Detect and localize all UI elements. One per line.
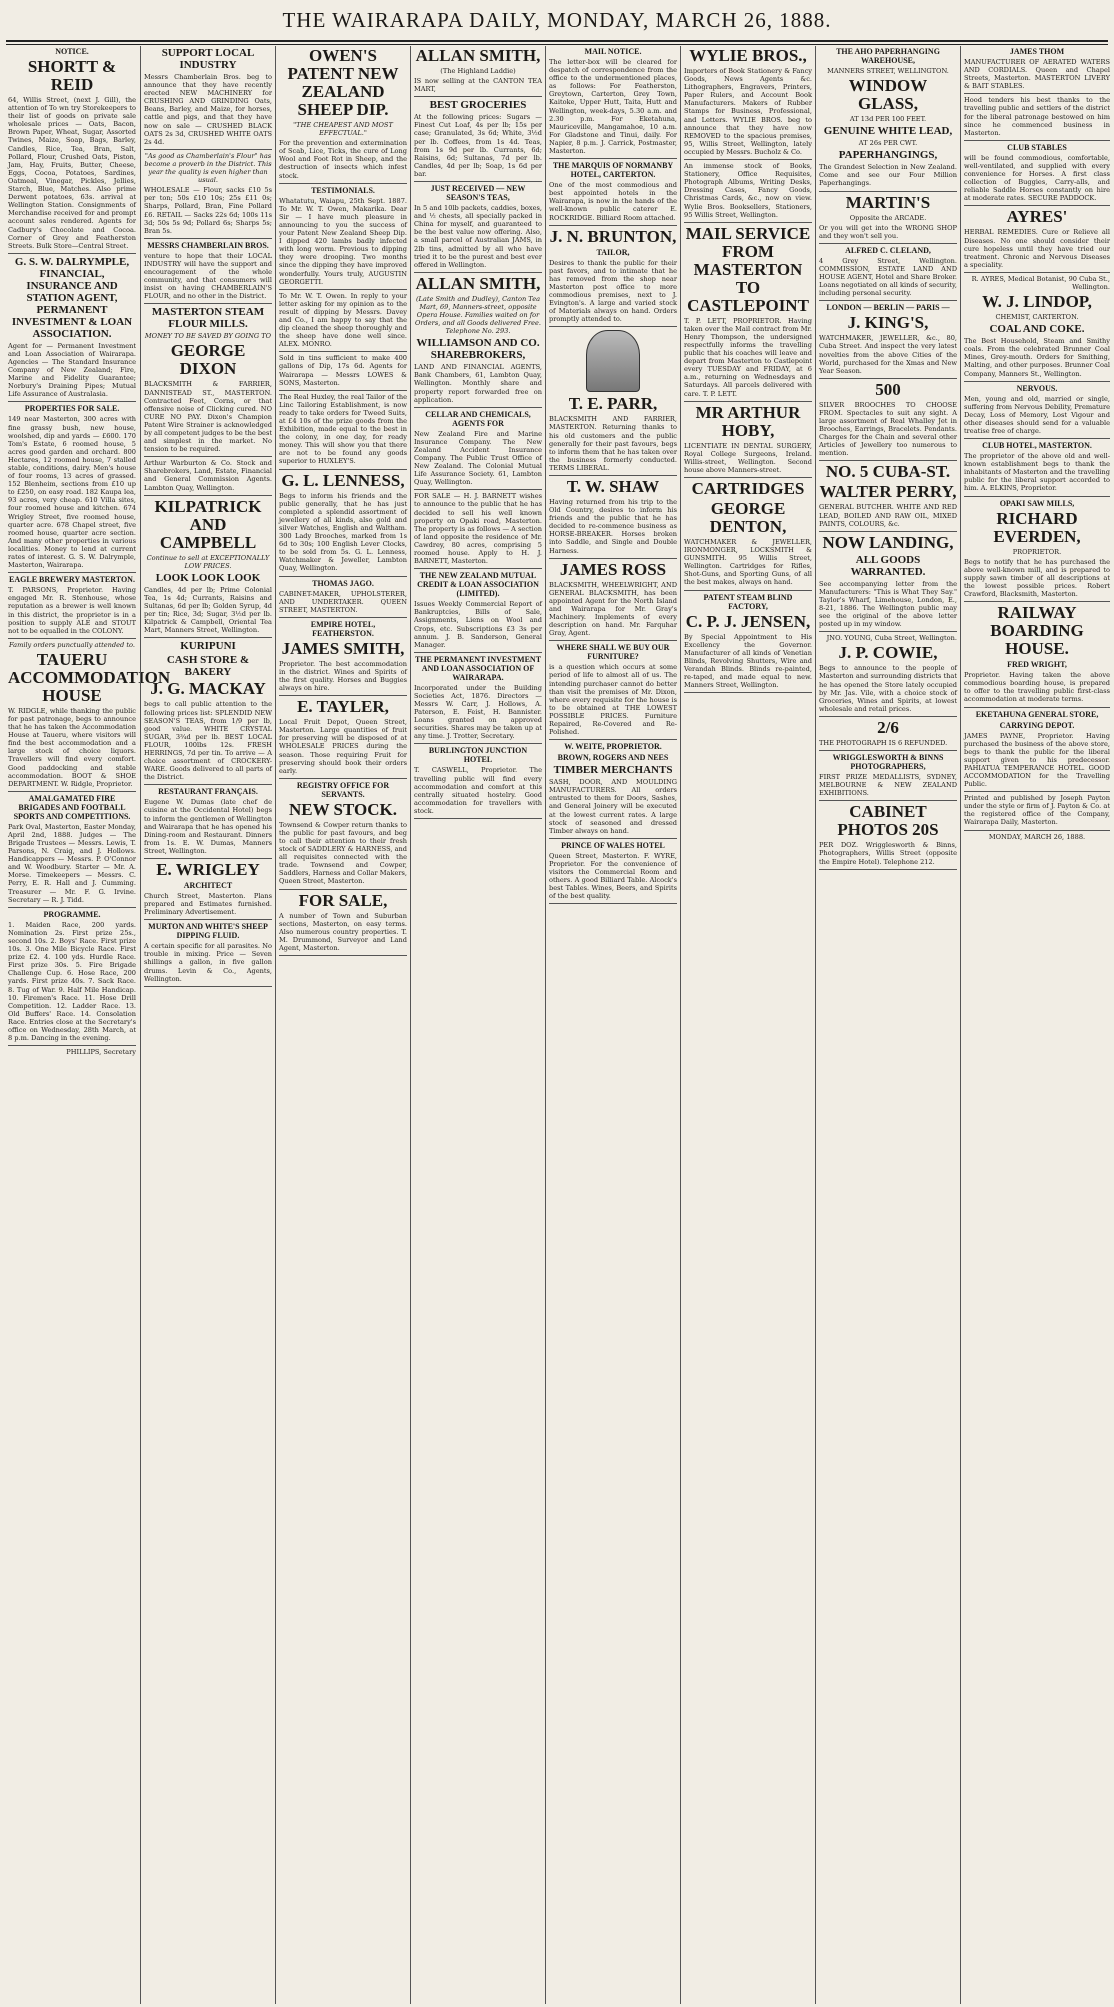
ad-heading: THOMAS JAGO. (312, 578, 374, 588)
column-6 (680, 46, 812, 2004)
ad-text: AT 26s PER CWT. (858, 139, 918, 148)
ad-heading: NOW LANDING, (822, 532, 954, 552)
ad-heading: CARRYING DEPOT. (999, 720, 1075, 730)
ad-text: AT 13d PER 100 FEET. (849, 115, 927, 124)
ad-text: BLACKSMITH AND FARRIER, MASTERTON. Returning thanks to his old customers and the public generally for their past favours, begs to inform them that he has taken over the business formerly conducted. TERMS LIBERAL. (549, 415, 677, 476)
ad-heading: TAILOR, (596, 247, 630, 257)
ad-text: The Grandest Selection in New Zealand. Come and see our Four Million Paperhangings. (819, 163, 957, 191)
ad-heading: MAIL NOTICE. (584, 47, 642, 56)
ad-text: Family orders punctually attended to. (9, 640, 135, 649)
ad-text: An immense stock of Books, Stationery, Office Requisites, Photograph Albums, Writing Desks, Dressing Cases, Fancy Goods, Christmas Cards, &c., now on view. Wylie Bros. Booksellers, Stationers, 95 Willis Street, Wellington. (684, 162, 812, 223)
ad-text: The proprietor of the above old and well-known establishment begs to thank the inhabitants of Masterton and the travelling public for the liberal support accorded to him. A. ELKINS, Proprietor. (964, 452, 1110, 496)
ad-heading: MARTIN'S (845, 192, 931, 212)
ad-heading: MESSRS CHAMBERLAIN BROS. (147, 240, 269, 250)
ad-heading: J. KING'S, (847, 313, 929, 333)
masthead (0, 0, 1114, 40)
ad-heading: PROPERTIES FOR SALE. (24, 404, 120, 414)
ad-text: Men, young and old, married or single, suffering from Nervous Debility, Premature Decay, Loss of Memory, Lost Vigour and other diseases should send for a valuable treatise free of charge. (964, 395, 1110, 439)
ad-heading: T. W. SHAW (566, 477, 660, 496)
ad-text: FOR SALE — H. J. BARNETT wishes to announce to the public that he has decided to sell his well known property on Opaki road, Masterton. The property is as follows — A section of land opposite the residence of Mr. Cawdrey, 80 acres, comprising 5 roomed house. Apply to H. J. BARNETT, Masterton. (414, 492, 542, 569)
ad-heading: NOTICE. (55, 47, 89, 56)
ad-text: venture to hope that their LOCAL INDUSTRY will have the support and encouragement of the whole community, and that consumers will insist on having CHAMBERLAIN'S FLOUR, and no other in the District. (144, 252, 272, 305)
ad-heading: J. N. BRUNTON, (549, 226, 677, 246)
ad-text: PER DOZ. Wrigglesworth & Binns, Photographers, Willis Street (opposite the Empire Hotel). Telephone 212. (819, 841, 957, 869)
ad-heading: ALLAN SMITH, (415, 46, 541, 65)
engraving-illustration (586, 330, 640, 392)
ad-text: Begs to inform his friends and the public generally, that he has just completed a splendid assortment of jewellery of all kinds, also gold and silver Watches, English and Waltham. 300 Lady Brooches, marked from 1s 6d to 30s; 100 English Lever Clocks, to be sold from 5s. G. L. Lenness, Watchmaker & Jeweller, Lambton Quay, Wellington. (279, 492, 407, 577)
ad-text: FIRST PRIZE MEDALLISTS, SYDNEY, MELBOURNE & NEW ZEALAND EXHIBITIONS. (819, 773, 957, 801)
ad-heading: BURLINGTON JUNCTION HOTEL (428, 746, 528, 765)
ad-text: W. RIDGLE, while thanking the public for past patronage, begs to announce that he has taken the Accommodation House at Taueru, where visitors will find the best accommodation and a large stock of choice liquors. Travellers will find every comfort. Good paddocking and stable accommodation. BOOT & SHOE DEPARTMENT. W. Ridgle, Proprietor. (8, 707, 136, 792)
ad-heading: ALLAN SMITH, (415, 273, 541, 293)
ad-heading: CELLAR AND CHEMICALS, AGENTS FOR (425, 409, 531, 428)
ad-heading: BEST GROCERIES (429, 99, 527, 112)
ad-heading: JAMES SMITH, (281, 638, 405, 658)
ad-heading: EAGLE BREWERY MASTERTON. (9, 575, 135, 585)
ad-text: MONEY TO BE SAVED BY GOING TO (144, 332, 272, 341)
ad-heading: THE MARQUIS OF NORMANBY HOTEL, CARTERTON. (552, 161, 674, 180)
ad-heading: FOR SALE, (298, 890, 388, 910)
ad-heading: ALFRED C. CLELAND, (845, 245, 931, 255)
ad-text: CABINET-MAKER, UPHOLSTERER, AND UNDERTAKER. QUEEN STREET, MASTERTON. (279, 590, 407, 618)
ad-text: Agent for — Permanent Investment and Loan Association of Wairarapa. Agencies — The Standard Insurance Company of New Zealand; Fire, Marine and Fidelity Guarantee; Norbury's Draining Pipes; Mutual Life Assurance of Australasia. (8, 342, 136, 403)
ad-heading: W. J. LINDOP, (982, 292, 1092, 312)
ad-heading: JUST RECEIVED — NEW SEASON'S TEAS, (430, 184, 526, 203)
ad-text: is a question which occurs at some period of life to almost all of us. The intending purchaser cannot do better than visit the premises of Mr. Dixon, where every requisite for the house is to be obtained at THE LOWEST POSSIBLE PRICES. Furniture Repaired, Re-Covered and Re-Polished. (549, 663, 677, 740)
ad-text: IS now selling at the CANTON TEA MART, (414, 77, 542, 97)
ad-text: JNO. YOUNG, Cuba Street, Wellington. (826, 634, 957, 643)
ad-heading: TESTIMONIALS. (311, 185, 375, 195)
ad-heading: CARTRIDGES (691, 479, 805, 498)
ad-text: PROPRIETOR. (1012, 547, 1062, 556)
ad-heading: BROWN, ROGERS AND NEES (557, 753, 669, 763)
ad-heading: MR ARTHUR HOBY, (695, 402, 801, 440)
ad-text: For the prevention and extermination of Scab, Lice, Ticks, the cure of Long Wool and Foot Rot in Sheep, and the destruction of insects which infest stock. (279, 139, 407, 183)
ad-text: THE PHOTOGRAPH IS 6 REFUNDED. (819, 739, 957, 751)
ad-heading: GEORGE DIXON (170, 341, 246, 379)
ad-text: R. AYRES, Medical Botanist, 90 Cuba St., Wellington. (971, 274, 1110, 291)
ad-heading: WHERE SHALL WE BUY OUR FURNITURE? (556, 643, 670, 662)
ad-heading: WYLIE BROS., (689, 46, 807, 65)
ad-heading: LOOK LOOK LOOK (155, 571, 261, 584)
ad-heading: TIMBER MERCHANTS (553, 764, 673, 777)
ad-text: PHILLIPS, Secretary (66, 1048, 136, 1057)
ad-text: One of the most commodious and best appointed hotels in the Wairarapa, is now in the hands of the well-known public caterer E. ROCKRIDGE. Billiard Room attached. (549, 181, 677, 225)
ad-heading: RAILWAY BOARDING HOUSE. (990, 603, 1084, 659)
ad-text: LICENTIATE IN DENTAL SURGERY, Royal College Surgeons, Ireland. Willis-street, Wellington. Second house above Manners-street. (684, 442, 812, 478)
ad-heading: AMALGAMATED FIRE BRIGADES AND FOOTBALL SPORTS AND COMPETITIONS. (13, 793, 131, 821)
ad-heading: SHORTT & REID (27, 57, 117, 94)
ad-heading: WINDOW GLASS, (848, 76, 928, 114)
ad-heading: ALL GOODS WARRANTED. (850, 553, 926, 578)
ad-text: Hood tenders his best thanks to the travelling public and settlers of the district for the liberal patronage bestowed on him since he commenced business in Masterton. (964, 96, 1110, 140)
ad-text: MANNERS STREET, WELLINGTON. (827, 67, 949, 75)
ad-text: Opposite the ARCADE. (849, 213, 927, 222)
ad-heading: RESTAURANT FRANÇAIS. (158, 787, 258, 797)
ad-heading: C. P. J. JENSEN, (685, 611, 811, 631)
ad-text: T. CASWELL, Proprietor. The travelling public will find every accommodation and comfort at this centrally situated hostelry. Good accommodation for travellers with stock. (414, 766, 542, 819)
ad-heading: EMPIRE HOTEL, FEATHERSTON. (310, 619, 376, 638)
ad-text: Incorporated under the Building Societies Act, 1876. Directors — Messrs W. Carr, J. Hollows, A. Paterson, E. Feist, H. Bannister. Loans granted on approved securities. Shares may be taken up at any time. J. Trotter, Secretary. (414, 684, 542, 745)
ad-text: LAND AND FINANCIAL AGENTS, Bank Chambers, 61, Lambton Quay, Wellington. Monthly share and property report forwarded free on application. (414, 363, 542, 407)
ad-heading: RICHARD EVERDEN, (993, 508, 1081, 546)
column-7 (815, 46, 957, 2004)
column-5 (545, 46, 677, 2004)
ad-heading: THE AHO PAPERHANGING WAREHOUSE, (836, 47, 940, 65)
ad-text: Importers of Book Stationery & Fancy Goods, News Agents &c. Lithographers, Engravers, Printers, Paper Rulers, and Account Book Manufacturers. Makers of Rubber Stamps for Business, Professional, and Letters. WYLIE BROS. beg to announce that they have now REMOVED to the spacious premises, 95, Willis Street, Wellington, lately occupied by Messrs. Bucholz & Co. (684, 67, 812, 160)
ad-heading: REGISTRY OFFICE FOR SERVANTS. (296, 780, 390, 799)
ad-heading: NERVOUS. (1016, 383, 1058, 393)
ad-heading: CASH STORE & BAKERY (166, 654, 250, 679)
ad-heading: THE NEW ZEALAND MUTUAL CREDIT & LOAN ASSOCIATION (LIMITED). (417, 571, 539, 599)
ad-text: A number of Town and Suburban sections, Masterton, on easy terms. Also numerous country properties. T. M. Drummond, Surveyor and Land Agent, Masterton. (279, 912, 407, 956)
ad-text: Printed and published by Joseph Payton under the style or firm of J. Payton & Co. at the registered office of the Company, Wairarapa Daily, Masterton. (964, 794, 1110, 830)
ad-text: Queen Street, Masterton. F. WYRE, Proprietor. For the convenience of visitors the Commercial Room and others. A good Billiard Table. Alcock's best Tables. Wines, Beers, and Spirits of the best quality. (549, 852, 677, 905)
ad-text: A certain specific for all parasites. No trouble in mixing. Price — Seven shillings a gallon, in five gallon drums. Levin & Co., Agents, Wellington. (144, 942, 272, 986)
ad-text: Church Street, Masterton. Plans prepared and Estimates furnished. Preliminary Advertisement. (144, 892, 272, 920)
ad-text: BLACKSMITH, WHEELWRIGHT, AND GENERAL BLACKSMITH, has been appointed Agent for the North Island and Wairarapa for Mr. Gray's Machinery. Implements of every description on hand. Mr. Farquhar Gray, Agent. (549, 581, 677, 642)
column-4 (410, 46, 542, 2004)
ad-heading: T. E. PARR, (568, 394, 658, 414)
ad-text: SASH, DOOR, AND MOULDING MANUFACTURERS. All orders entrusted to them for Doors, Sashes, and General Joinery will be executed at the lowest current rates. A large stock of seasoned and dressed Timber always on hand. (549, 778, 677, 839)
ad-heading: MAIL SERVICE FROM MASTERTON TO CASTLEPOINT (685, 223, 811, 315)
ad-text: Candles, 4d per lb; Prime Colonial Tea, 1s 4d; Currants, Raisins and Sultanas, 6d per lb; Golden Syrup, 4d per tin; Rice, 3d; Sugar, 3½d per lb. Kilpatrick & Campbell, Oriental Tea Mart, Manners Street, Wellington. (144, 586, 272, 639)
ad-text: The letter-box will be cleared for despatch of correspondence from the office to the undermentioned places, as follows: For Featherston, Greytown, Carterton, Grey Town, Kaitoke, Upper Hutt, Taita, Hutt and Wellington, week-days, 5.30 a.m. and 2.30 p.m. For Eketahuna, Mauriceville, Mangamahoe, 10 a.m. For Gladstone and Tinui, daily. For Napier, 8 p.m. J. Carrick, Postmaster, Masterton. (549, 58, 677, 159)
ad-heading: PRINCE OF WALES HOTEL (561, 840, 665, 850)
ad-heading: 2/6 (877, 717, 899, 737)
ad-heading: ARCHITECT (183, 881, 233, 890)
ad-heading: NO. 5 CUBA-ST. (825, 462, 951, 482)
ad-heading: AYRES' (1006, 207, 1068, 227)
ad-text: Desires to thank the public for their past favors, and to intimate that he has removed from the shop near Masterton post office to more commodious premises, next to J. Evington's. A large and varied stock of Materials always on hand. Orders promptly attended to. (549, 259, 677, 328)
ad-heading: G. S. W. DALRYMPLE, FINANCIAL, INSURANCE AND STATION AGENT, PERMANENT INVESTMENT & LOAN ASSOCIATION. (11, 255, 133, 340)
ad-heading: LONDON — BERLIN — PARIS — (826, 303, 950, 313)
ad-text: Messrs Chamberlain Bros. beg to announce that they have recently erected NEW MACHINERY for CRUSHING AND GRINDING Oats, Beans, Barley, and Maize, for horses, cattle and pigs, and that they have now on sale — CRUSHED BLACK OATS 2s 3d, CRUSHED WHITE OATS 2s 4d. (144, 73, 272, 150)
ad-text: T. P. LETT, PROPRIETOR. Having taken over the Mail contract from Mr. Henry Thompson, the undersigned respectfully informs the travelling public that his coaches will leave and depart from Masterton to Castlepoint every TUESDAY and FRIDAY, at 6 a.m., returning on Wednesdays and Saturdays. All parcels delivered with care. T. P. LETT. (684, 317, 812, 402)
ad-text: (The Highland Laddie) (440, 67, 516, 75)
ad-text: Issues Weekly Commercial Report of Bankruptcies, Bills of Sale, Assignments, Liens on Wool and Crops, etc. Subscriptions £3 3s per annum. J. B. Sanderson, General Manager. (414, 600, 542, 653)
ad-text: Having returned from his trip to the Old Country, desires to inform his friends and the public that he has decided to re-commence business as HORSE-BREAKER. Horses broken into Saddle, and Single and Double Harness. (549, 498, 677, 559)
ad-heading: GEORGE DENTON, (709, 499, 787, 536)
ad-heading: NEW STOCK. (288, 799, 398, 819)
ad-text: begs to call public attention to the following prices list: SPLENDID NEW SEASON'S TEAS, from 1/9 per lb, good value. WHITE CRYSTAL SUGAR, 3¾d per lb. BEST LOCAL FLOUR, 100lbs 12s. FRESH HERRINGS, 7d per tin. To arrive — A choice assortment of CROCKERY-WARE. Goods delivered to all parts of the District. (144, 700, 272, 785)
ad-heading: TAUERU ACCOMMODATION HOUSE (8, 649, 171, 705)
ad-heading: KILPATRICK AND CAMPBELL (154, 496, 262, 552)
ad-text: MANUFACTURER OF AERATED WATERS AND CORDIALS. Queen and Chapel Streets, Masterton. MASTERTON LIVERY & BAIT STABLES. (964, 58, 1110, 94)
ad-heading: CLUB STABLES (1007, 142, 1067, 152)
ad-text: To Mr. W. T. Owen. In reply to your letter asking for my opinion as to the result of dipping by Messrs. Davey and Co., I am happy to say that the dip cleaned the sheep thoroughly and the sheep have done well since. ALEX. MONRO. (279, 292, 407, 353)
ad-text: Arthur Warburton & Co. Stock and Sharebrokers, Land, Estate, Financial and General Commission Agents. Lambton Quay, Wellington. (144, 459, 272, 495)
newspaper-title: THE WAIRARAPA DAILY, MONDAY, MARCH 26, 1888. (282, 8, 832, 32)
ad-heading: J. G. MACKAY (150, 679, 266, 699)
ad-text: By Special Appointment to His Excellency the Governor. Manufacturer of all kinds of Venetian Blinds, Revolving Shutters, Wire and Verandah Blinds. Blinds re-painted, re-taped, and made equal to new. Manners Street, Wellington. (684, 633, 812, 694)
ad-text: WATCHMAKER, JEWELLER, &c., 80, Cuba Street. And inspect the very latest novelties from the above Cities of the World, purchased for the Xmas and New Year Season. (819, 334, 957, 378)
ad-text: WATCHMAKER & JEWELLER, IRONMONGER, LOCKSMITH & GUNSMITH. 95 Willis Street, Wellington. Cartridges for Rifles, Shot-Guns, and Sporting Guns, of all the best makes, always on hand. (684, 538, 812, 591)
ad-heading: 500 (875, 379, 901, 399)
ad-text: JAMES PAYNE, Proprietor. Having purchased the business of the above store, begs to thank the public for the liberal support given to his predecessor. PAHIATUA TEMPERANCE HOTEL. GOOD ACCOMMODATION for the Travelling Public. (964, 732, 1110, 793)
ad-text: In 5 and 10lb packets, caddies, boxes, and ½ chests, all specially packed in China for myself, and guaranteed to be the best value now offering. Also, a small parcel of Australian JAMS, in 2lb tins, admitted by all who have tried it to be the purest and best ever offered in Wellington. (414, 204, 542, 273)
ad-heading: PROGRAMME. (43, 909, 101, 919)
ad-text: New Zealand Fire and Marine Insurance Company. The New Zealand Accident Insurance Company. The Public Trust Office of New Zealand. The Colonial Mutual Life Assurance Society. 61, Lambton Quay, Wellington. (414, 430, 542, 491)
ad-heading: J. P. COWIE, (838, 643, 938, 663)
masthead-rule (6, 40, 1108, 45)
column-3 (275, 46, 407, 2004)
ad-text: Park Oval, Masterton, Easter Monday, April 2nd, 1888. Judges — The Brigade Trustees — Messrs. Lewis, T. Parsons, N. Craig, and J. Hollows. Handicappers — Messrs. P. O'Connor and W. Woodbury. Starter — Mr. A. Morse. Timekeepers — Messrs. C. Perry, E. R. Hall and J. Cumming. Treasurer — Mr. F. G. Irvine. Secretary — R. J. Tidd. (8, 823, 136, 908)
ad-text: (Late Smith and Dudley), Canton Tea Mart, 69, Manners-street, opposite Opera House. Families waited on for Orders, and all Goods delivered Free. Telephone No. 293. (414, 294, 542, 336)
ad-text: Continue to sell at EXCEPTIONALLY LOW PRICES. (146, 553, 270, 570)
ad-text: "As good as Chamberlain's Flour" has become a proverb in the District. This year the quality is even higher than usual. (144, 151, 272, 185)
ad-heading: CABINET PHOTOS 20S (837, 802, 939, 840)
ad-text: 4 Grey Street, Wellington. COMMISSION, ESTATE LAND AND HOUSE AGENT, Hotel and Share Broker. Loans negotiated on all kinds of security, including personal security. (819, 257, 957, 301)
ad-heading: MURTON AND WHITE'S SHEEP DIPPING FLUID. (148, 922, 268, 941)
ad-text: BLACKSMITH & FARRIER, DANNISTEAD ST., MASTERTON. Contracted Feet, Corns, or that offensive noise of Clicking cured. NO CURE NO PAY. Dixon's Champion Patent Wire Strainer is acknowledged by all competent judges to be the best and simplest in the market. No tension to be required. (144, 380, 272, 457)
ad-text: MONDAY, MARCH 26, 1888. (988, 832, 1086, 841)
column-2 (140, 46, 272, 2004)
ad-text: 149 near Masterton, 300 acres with fine grassy bush, new house, woolshed, dip and yards — £600. 170 Tom's Estate, 6 roomed house, 5 acres good garden and orchard. 800 Hectares, 12 roomed house, 7 stalled stable, conditions, dairy. Men's house of four rooms, 13 acres of grassed. 152 Blenheim, sections from £10 up to £250, on easy road. 182 Kaupa lea, 93 acres, very cheap. 610 Villa sites, four roomed house and kitchen. 674 Wrigley Street, five roomed house, quarter acre. 678 Chapel street, five roomed house, quarter acre section. And many other properties in various localities. Money to lend at current rates of interest. G. S. W. Dalrymple, Masterton, Wairarapa. (8, 415, 136, 573)
ad-heading: MASTERTON STEAM FLOUR MILLS. (151, 306, 265, 331)
ad-text: 1. Maiden Race, 200 yards. Nomination 2s. First prize 25s., second 10s. 2. Boys' Race. First prize 10s. 3. One Mile Bicycle Race. First prize £2. 4. 100 yds. Hurdle Race. First prize 30s. 5. Fire Brigade Challenge Cup. 6. Hose Race, 200 yards. First prize 40s. 7. Sack Race. 8. Tug of War. 9. Half Mile Handicap. 10. Firemen's Race. 11. Hose Drill Competition. 12. Ladder Race. 13. Old Buffers' Race. 14. Consolation Race. Entries close at the Secretary's office on Wednesday, 28th March, at 8 p.m. Dancing in the evening. (8, 921, 136, 1046)
ad-text: CHEMIST, CARTERTON. (995, 313, 1079, 322)
ad-heading: FRED WRIGHT, (1007, 660, 1067, 670)
ad-text: "THE CHEAPEST AND MOST EFFECTUAL." (293, 121, 393, 138)
ad-text: Sold in tins sufficient to make 400 gallons of Dip, 17s 6d. Agents for Wairarapa — Messrs LOWES & SONS, Masterton. (279, 354, 407, 390)
column-8 (960, 46, 1110, 2004)
ad-heading: COAL AND COKE. (989, 323, 1085, 336)
ad-heading: W. WEITE, PROPRIETOR. (564, 742, 662, 752)
ad-heading: JAMES ROSS (559, 559, 667, 579)
ad-text: Eugene W. Dumas (late chef de cuisine at the Occidental Hotel) begs to inform the gentlemen of Wellington and Wairarapa that he has opened his Dining-room and Restaurant. Dinners from 1s. E. W. Dumas, Manners Street, Wellington. (144, 798, 272, 859)
ad-heading: PATENT STEAM BLIND FACTORY, (703, 592, 793, 611)
ad-text: See accompanying letter from the Manufacturers: "This is What They Say." Taylor's Wharf, Limehouse, London, E., 8-21, 1886. The Wellington public may see the original of the above letter posted up in my window. (819, 580, 957, 633)
ad-heading: OPAKI SAW MILLS, (999, 498, 1075, 508)
ad-text: T. PARSONS, Proprietor. Having engaged Mr. R. Stenhouse, whose reputation as a brewer is well known in this district, the proprietor is in a position to supply ALE and STOUT not to be equalled in the COLONY. (8, 586, 136, 639)
ad-text: Or you will get into the WRONG SHOP and they won't sell you. (819, 224, 957, 244)
ad-text: will be found commodious, comfortable, well-ventilated, and supplied with every convenience for Horses. A first class collection of Buggies, Carry-alls, and reliable Saddle Horses constantly on hire at moderate rates. SECURE PADDOCK. (964, 154, 1110, 207)
ad-heading: G. L. LENNESS, (281, 470, 405, 490)
ad-heading: E. TAYLER, (297, 697, 389, 717)
ad-heading: OWEN'S PATENT NEW ZEALAND SHEEP DIP. (287, 46, 399, 119)
ad-heading: SUPPORT LOCAL INDUSTRY (161, 47, 255, 71)
ad-text: 64, Willis Street, (next J. Gill), the attention of To wn try Storekeepers to their list of goods on private sale wholesale prices — Oats, Bacon, Brown Paper, Wheat, Sugar, Assorted Twines, Maize, Soap, Bags, Barley, Candles, Rice, Tea, Bran, Salt, Pollard, Flour, Crushed Oats, Piston, Jam, Hay, Fruits, Butter, Cheese, Eggs, Cocoa, Potatoes, Sardines, Oatmeal, Vinegar, Pickles, Jellies, Starch, Blue, Matches. Also prime Derwent potatoes, 63s. arrival at Wellington Station. Consignments of Merchandise received for and prompt account sales rendered. Agents for Cadbury's Chocolate and Cocoa. Corner of Grey and Featherston Streets. Bulk Store—Central Street. (8, 96, 136, 254)
ad-text: WHOLESALE — Flour, sacks £10 5s per ton; 50s £10 10s; 25s £11 0s; Sharps, Pollard, Bran, Fine Pollard £6. RETAIL — Sacks 22s 6d; 100s 11s 3d; 50s 5s 9d; Pollard 6s; Sharps 5s; Bran 5s. (144, 186, 272, 239)
ad-text: Whatatutu, Waiapu, 25th Sept. 1887. To Mr. W. T. Owen, Makarika. Dear Sir — I have much pleasure in announcing to you the success of your Patent New Zealand Sheep Dip. I dipped 420 lambs badly infected with long worm. Previous to dipping they were drooping. Two months since the dipping they have improved wonderfully. Yours truly, AUGUSTIN GEORGETTI. (279, 197, 407, 290)
ad-text: Townsend & Cowper return thanks to the public for past favours, and beg to call their attention to their fresh stock of SADDLERY & HARNESS, and all requisites connected with the trade. Townsend and Cowper, Saddlers, Harness and Collar Makers, Queen Street, Masterton. (279, 821, 407, 890)
ad-text: The Best Household, Steam and Smithy coals. From the celebrated Brunner Coal Mines, Grey-mouth. Orders for Smithing, Malting, and other purposes. Brunner Coal Company, Manners St., Wellington. (964, 337, 1110, 381)
ad-heading: PAPERHANGINGS, (838, 149, 938, 162)
ad-heading: WILLIAMSON AND CO. SHAREBROKERS, (416, 337, 540, 362)
ad-text: Begs to notify that he has purchased the above well-known mill, and is prepared to supply sawn timber of all descriptions at the lowest possible prices. Robert Crawford, Blacksmith, Masterton. (964, 558, 1110, 602)
ad-heading: KURIPUNI (180, 640, 236, 653)
ad-heading: THE PERMANENT INVESTMENT AND LOAN ASSOCIATION OF WAIRARAPA. (414, 654, 542, 682)
ad-heading: JAMES THOM (1009, 47, 1065, 56)
ad-heading: GENUINE WHITE LEAD, (823, 125, 953, 138)
column-1 (8, 46, 171, 2004)
ad-text: SILVER BROOCHES TO CHOOSE FROM. Spectacles to suit any sight. A large assortment of Real Whalley Jet in Brooches, Earrings, Bracelets. Pendants. Charges for the Chain and several other Articles of Jewellery too numerous to mention. (819, 401, 957, 462)
ad-heading: EKETAHUNA GENERAL STORE, (975, 709, 1099, 719)
ad-heading: WRIGGLESWORTH & BINNS PHOTOGRAPHERS, (832, 753, 944, 772)
ad-text: Proprietor. Having taken the above commodious boarding house, is prepared to offer to the travelling public first-class accommodation at moderate terms. (964, 671, 1110, 707)
ad-heading: CLUB HOTEL, MASTERTON. (982, 441, 1092, 451)
ad-text: Proprietor. The best accommodation in the district. Wines and Spirits of the first quality. Horses and Buggies always on hire. (279, 660, 407, 696)
ad-text: Local Fruit Depot, Queen Street, Masterton. Large quantities of fruit for preserving will be disposed of at WHOLESALE PRICES during the season. Those requiring Fruit for preserving should book their orders early. (279, 718, 407, 779)
ad-heading: WALTER PERRY, (819, 482, 957, 502)
ad-text: Begs to announce to the people of Masterton and surrounding districts that he has opened the Store lately occupied by Mr. Jas. Vile, with a choice stock of Groceries, Wines and Spirits, at lowest wholesale and retail prices. (819, 664, 957, 717)
ad-text: At the following prices: Sugars — Finest Cut Loaf, 4s per lb; 15s per case; Granulated, 3s 6d; White, 3½d per lb. Coffees, from 1s 4d. Teas, from 1s 9d per lb. Currants, 6d; Raisins, 6d; Sultanas, 7d per lb. Candles, 4d per lb; Soap, 1s 6d per bar. (414, 113, 542, 182)
ad-text: GENERAL BUTCHER. WHITE AND RED LEAD, BOILED AND RAW OIL, MIXED PAINTS, COLOURS, &c. (819, 503, 957, 531)
ad-heading: E. WRIGLEY (156, 860, 260, 879)
ad-text: The Real Huxley, the real Tailor of the Linc Tailoring Establishment, is now ready to take orders for Tweed Suits, at £4 10s of the prize goods from the Exhibition, made equal to the best in the colony, in one day, for ready money. This will show you that there are not to be found any goods superior to HUXLEY'S. (279, 393, 407, 470)
ad-text: HERBAL REMEDIES. Cure or Relieve all Diseases. No one should consider their cure hopeless until they have tried our treatment. Chronic and Nervous Diseases a speciality. (964, 228, 1110, 272)
